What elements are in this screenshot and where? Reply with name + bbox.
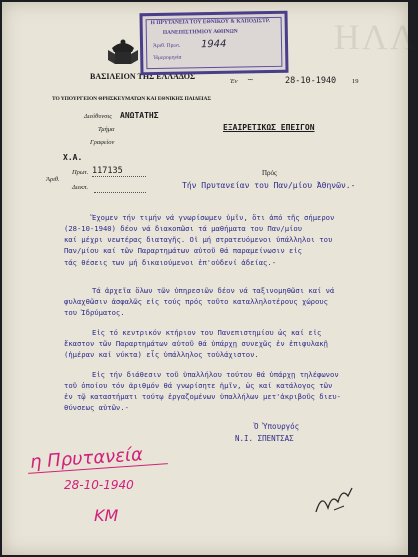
recipient: Τήν Πρυτανείαν του Παν/μίου Ἀθηνῶν.- xyxy=(182,181,356,190)
to-label: Πρός xyxy=(262,169,277,177)
direction-label: Διεύθυνσις xyxy=(84,113,112,120)
body-line: Τά ἀρχεῖα ὅλων τῶν ὑπηρεσιῶν δέον νά ταξινομηθῶσι καί νά xyxy=(92,286,335,295)
direction-value: ΑΝΩΤΑΤΗΣ xyxy=(120,111,159,120)
body-paragraph-4-cont xyxy=(64,380,341,414)
body-line: τάς θέσεις των μή δικαιούμενοι ἐπ'οὐδενί ἀδείας.- xyxy=(64,257,277,267)
stamp-year: 1944 xyxy=(200,38,227,51)
handwritten-date-mark: ~ xyxy=(247,75,254,84)
prot-label: Πρωτ. xyxy=(72,169,89,176)
body-paragraph-1 xyxy=(92,212,334,223)
body-line: φυλαχθῶσιν ἀσφαλῶς εἰς τούς πρός τοῦτο καταλληλοτέρους χώρους xyxy=(64,297,328,306)
initials: Χ.Α. xyxy=(63,153,83,162)
urgency-label: ΕΞΑΙΡΕΤΙΚΩΣ ΕΠΕΙΓΟΝ xyxy=(223,123,315,132)
office-label: Γραφείον xyxy=(90,139,115,146)
signatory-title: Ὁ Ὑπουργός xyxy=(254,422,300,431)
body-paragraph-2 xyxy=(92,285,334,296)
pencil-signature xyxy=(314,482,356,518)
date-suffix: 19 xyxy=(352,78,359,85)
date-prefix: Ἐν xyxy=(230,78,238,85)
body-line: (28-10-1940) δέον νά διακοπῶσι τά μαθήματα του Παν/μίου xyxy=(64,224,302,233)
stamp-line-2: ΠΑΝΕΠΙΣΤΗΜΙΟΥ ΑΘΗΝΩΝ xyxy=(162,28,238,36)
stamp-line-4: Ἡμερομηνία xyxy=(153,54,182,62)
body-line: Εἰς τό κεντρικόν κτήριον του Πανεπιστημίου ὡς καί εἰς xyxy=(92,328,322,337)
body-line: θύνσεως αὐτῶν.- xyxy=(64,403,129,413)
body-line: (ἡμέραν καί νύκτα) εἷς ὑπάλληλος τοὐλάχιστον. xyxy=(64,350,259,360)
body-line: Παν/μίου καί τῶν Παραρτημάτων αὐτοῦ θά παραμείνωσιν εἰς xyxy=(64,246,302,256)
body-paragraph-3-cont xyxy=(64,338,328,360)
stamp-line-3: Ἀριθ. Πρωτ. xyxy=(152,42,181,50)
date-value: 28-10-1940 xyxy=(285,76,337,86)
body-paragraph-3 xyxy=(92,327,321,338)
body-line: Εἰς τήν διάθεσιν τοῦ ὑπαλλήλου τούτου θά ὑπάρχῃ τηλέφωνον xyxy=(92,370,339,379)
stamp-line-1: Η ΠΡΥΤΑΝΕΙΑ ΤΟΥ ΕΘΝΙΚΟΥ & ΚΑΠΟΔΙΣΤΡ. xyxy=(150,18,271,27)
handwritten-initials: ΚΜ xyxy=(94,506,119,525)
handwritten-note: η Πρυτανεία xyxy=(29,444,144,473)
diekp-label: Διεκπ. xyxy=(72,184,89,191)
body-paragraph-1-cont xyxy=(64,223,332,268)
body-paragraph-2-cont xyxy=(64,296,328,318)
body-line: τοῦ ὁποίου τόν ἀριθμόν θά γνωρίσητε ἡμῖν, ὡς καί κατάλογος τῶν xyxy=(64,381,333,390)
body-line: ἐν τῷ καταστήματι τούτῳ ἐργαζομένων ὑπαλλήλων μετ'ἀκριβοῦς διευ- xyxy=(64,392,341,402)
diekp-line xyxy=(94,192,146,193)
body-line: του Ἱδρύματος. xyxy=(64,308,125,318)
signatory-name: Ν.Ι. ΣΠΕΝΤΣΑΣ xyxy=(235,434,294,443)
section-label: Τμήμα xyxy=(98,126,115,133)
handwritten-date: 28-10-1940 xyxy=(64,478,134,492)
ministry-title: ΤΟ ΥΠΟΥΡΓΕΙΟΝ ΘΡΗΣΚΕΥΜΑΤΩΝ ΚΑΙ ΕΘΝΙΚΗΣ ΠΑΙΔΕΙΑΣ xyxy=(52,96,211,102)
prot-value: 117135 xyxy=(92,166,146,177)
body-line: ἕκαστον τῶν Παραρτημάτων αὐτοῦ θά ὑπάρχῃ συνεχῶς ἐν ἐπιφυλακῇ xyxy=(64,339,328,348)
document-page xyxy=(2,2,418,555)
arith-label: Ἀριθ. xyxy=(46,176,60,183)
body-line: καί μέχρι νεωτέρας διαταγῆς. Οἱ μή στρατευόμενοι ὑπάλληλοι του xyxy=(64,235,333,245)
body-paragraph-4 xyxy=(92,369,339,380)
received-stamp xyxy=(139,11,288,76)
body-line: Ἔχομεν τήν τιμήν νά γνωρίσωμεν ὑμῖν, ὅτι ἀπό τῆς σήμερον xyxy=(92,213,335,222)
bleed-through-text: ΗΛΛ xyxy=(333,17,418,57)
kingdom-title: ΒΑΣΙΛΕΙΟΝ ΤΗΣ ΕΛΛΑΔΟΣ xyxy=(90,72,196,81)
royal-crest-icon xyxy=(104,36,142,68)
